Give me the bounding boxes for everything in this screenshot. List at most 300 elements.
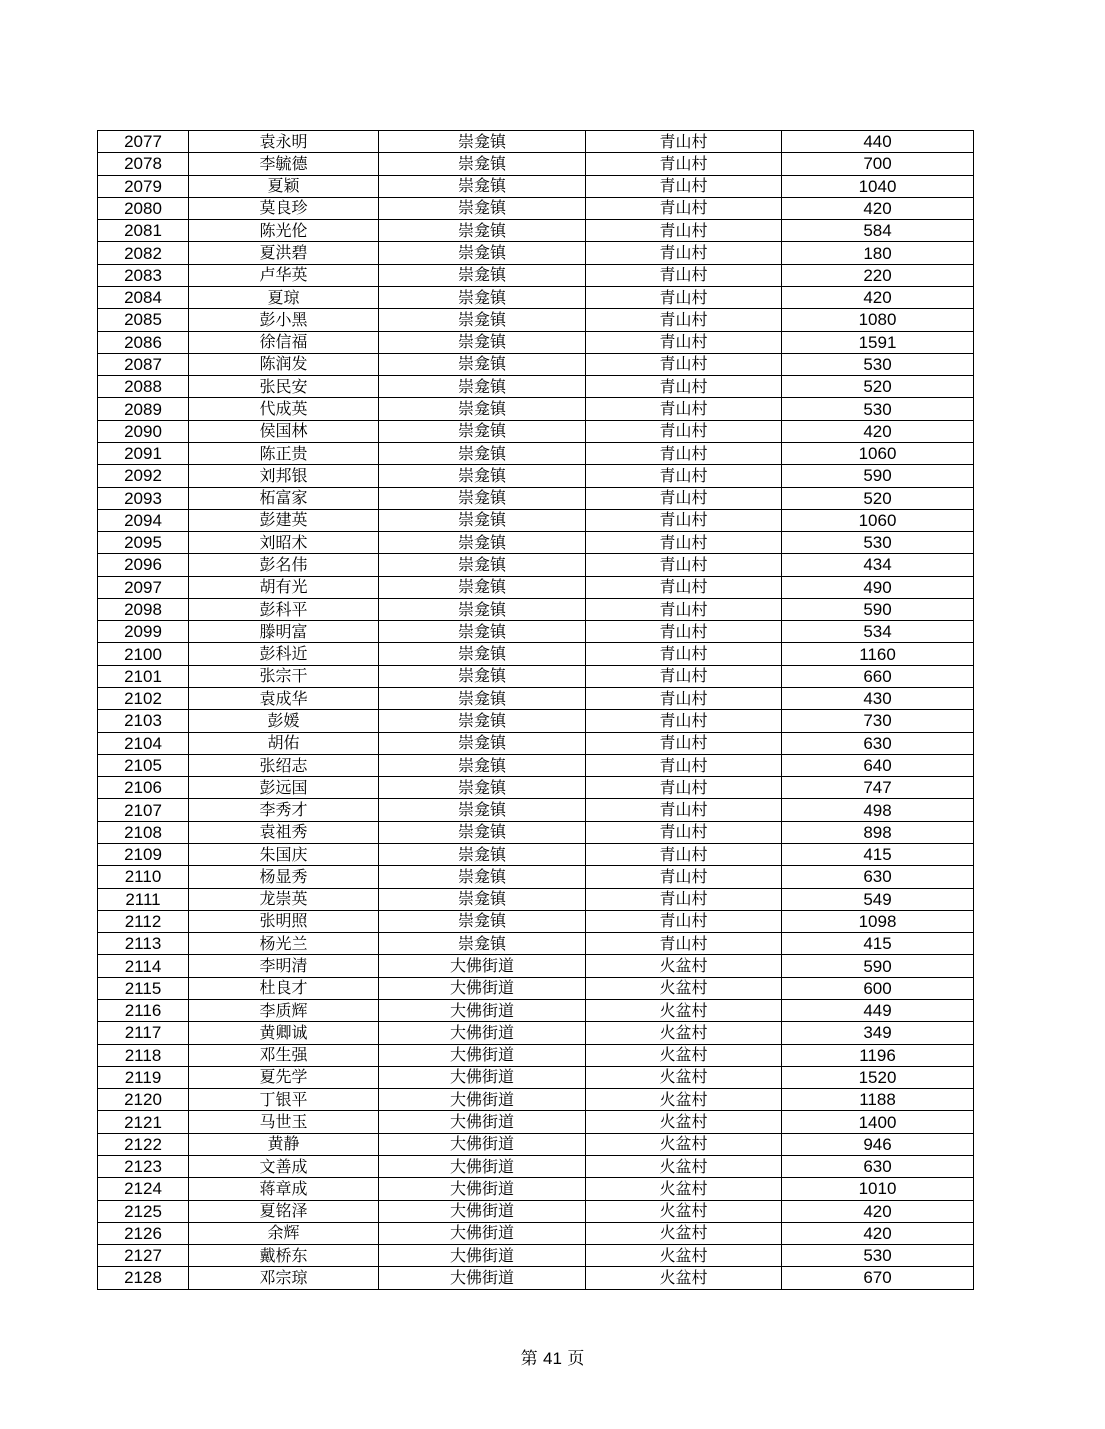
person-name-cell: 丁银平 xyxy=(189,1089,379,1111)
town-name-cell: 崇龛镇 xyxy=(379,799,586,821)
table-row xyxy=(98,309,974,331)
table-row xyxy=(98,131,974,153)
table-row xyxy=(98,442,974,464)
town-name-cell: 崇龛镇 xyxy=(379,866,586,888)
person-name-cell: 夏颖 xyxy=(189,175,379,197)
table-row xyxy=(98,821,974,843)
table-row xyxy=(98,710,974,732)
town-name-cell: 大佛街道 xyxy=(379,1044,586,1066)
amount-value-cell: 1040 xyxy=(782,175,974,197)
table-row xyxy=(98,264,974,286)
town-name-cell: 大佛街道 xyxy=(379,1066,586,1088)
row-number-cell: 2119 xyxy=(98,1066,189,1088)
amount-value-cell: 898 xyxy=(782,821,974,843)
town-name-cell: 崇龛镇 xyxy=(379,353,586,375)
amount-value-cell: 520 xyxy=(782,376,974,398)
town-name-cell: 崇龛镇 xyxy=(379,532,586,554)
town-name-cell: 崇龛镇 xyxy=(379,465,586,487)
town-name-cell: 崇龛镇 xyxy=(379,576,586,598)
table-row xyxy=(98,910,974,932)
table-row xyxy=(98,888,974,910)
amount-value-cell: 490 xyxy=(782,576,974,598)
table-row xyxy=(98,153,974,175)
row-number-cell: 2122 xyxy=(98,1133,189,1155)
town-name-cell: 大佛街道 xyxy=(379,1155,586,1177)
table-row xyxy=(98,532,974,554)
town-name-cell: 崇龛镇 xyxy=(379,175,586,197)
person-name-cell: 彭媛 xyxy=(189,710,379,732)
town-name-cell: 崇龛镇 xyxy=(379,621,586,643)
person-name-cell: 张宗干 xyxy=(189,665,379,687)
village-name-cell: 青山村 xyxy=(586,175,782,197)
row-number-cell: 2101 xyxy=(98,665,189,687)
town-name-cell: 崇龛镇 xyxy=(379,487,586,509)
village-name-cell: 青山村 xyxy=(586,197,782,219)
row-number-cell: 2082 xyxy=(98,242,189,264)
row-number-cell: 2121 xyxy=(98,1111,189,1133)
amount-value-cell: 1080 xyxy=(782,309,974,331)
amount-value-cell: 1591 xyxy=(782,331,974,353)
person-name-cell: 朱国庆 xyxy=(189,844,379,866)
person-name-cell: 夏铭泽 xyxy=(189,1200,379,1222)
table-row xyxy=(98,509,974,531)
village-name-cell: 青山村 xyxy=(586,376,782,398)
table-row xyxy=(98,688,974,710)
row-number-cell: 2093 xyxy=(98,487,189,509)
village-name-cell: 青山村 xyxy=(586,844,782,866)
page-footer xyxy=(0,1344,1105,1369)
row-number-cell: 2090 xyxy=(98,420,189,442)
table-row xyxy=(98,420,974,442)
row-number-cell: 2081 xyxy=(98,220,189,242)
person-name-cell: 杜良才 xyxy=(189,977,379,999)
town-name-cell: 崇龛镇 xyxy=(379,131,586,153)
table-row xyxy=(98,1178,974,1200)
table-row xyxy=(98,353,974,375)
amount-value-cell: 590 xyxy=(782,955,974,977)
person-name-cell: 陈光伦 xyxy=(189,220,379,242)
town-name-cell: 崇龛镇 xyxy=(379,844,586,866)
village-name-cell: 青山村 xyxy=(586,264,782,286)
table-row xyxy=(98,576,974,598)
town-name-cell: 崇龛镇 xyxy=(379,598,586,620)
person-name-cell: 彭名伟 xyxy=(189,554,379,576)
town-name-cell: 大佛街道 xyxy=(379,1222,586,1244)
row-number-cell: 2096 xyxy=(98,554,189,576)
table-row xyxy=(98,1222,974,1244)
table-row xyxy=(98,977,974,999)
amount-value-cell: 1520 xyxy=(782,1066,974,1088)
village-name-cell: 火盆村 xyxy=(586,1044,782,1066)
table-row xyxy=(98,554,974,576)
town-name-cell: 崇龛镇 xyxy=(379,376,586,398)
table-row xyxy=(98,866,974,888)
row-number-cell: 2106 xyxy=(98,777,189,799)
person-name-cell: 夏洪碧 xyxy=(189,242,379,264)
amount-value-cell: 534 xyxy=(782,621,974,643)
amount-value-cell: 1098 xyxy=(782,910,974,932)
village-name-cell: 青山村 xyxy=(586,509,782,531)
town-name-cell: 崇龛镇 xyxy=(379,420,586,442)
person-name-cell: 张民安 xyxy=(189,376,379,398)
person-name-cell: 黄卿诚 xyxy=(189,1022,379,1044)
village-name-cell: 青山村 xyxy=(586,576,782,598)
table-row xyxy=(98,1155,974,1177)
village-name-cell: 青山村 xyxy=(586,799,782,821)
village-name-cell: 青山村 xyxy=(586,688,782,710)
person-name-cell: 夏琼 xyxy=(189,286,379,308)
town-name-cell: 崇龛镇 xyxy=(379,910,586,932)
amount-value-cell: 440 xyxy=(782,131,974,153)
person-name-cell: 袁成华 xyxy=(189,688,379,710)
table-row xyxy=(98,487,974,509)
person-name-cell: 刘邦银 xyxy=(189,465,379,487)
table-row xyxy=(98,331,974,353)
person-name-cell: 邓生强 xyxy=(189,1044,379,1066)
table-row xyxy=(98,1200,974,1222)
village-name-cell: 火盆村 xyxy=(586,1155,782,1177)
amount-value-cell: 1010 xyxy=(782,1178,974,1200)
person-name-cell: 莫良珍 xyxy=(189,197,379,219)
person-name-cell: 彭远国 xyxy=(189,777,379,799)
row-number-cell: 2092 xyxy=(98,465,189,487)
row-number-cell: 2087 xyxy=(98,353,189,375)
amount-value-cell: 530 xyxy=(782,532,974,554)
person-name-cell: 滕明富 xyxy=(189,621,379,643)
table-row xyxy=(98,799,974,821)
amount-value-cell: 180 xyxy=(782,242,974,264)
row-number-cell: 2116 xyxy=(98,999,189,1021)
person-name-cell: 李质辉 xyxy=(189,999,379,1021)
village-name-cell: 青山村 xyxy=(586,777,782,799)
table-row xyxy=(98,1111,974,1133)
person-name-cell: 杨光兰 xyxy=(189,933,379,955)
town-name-cell: 崇龛镇 xyxy=(379,665,586,687)
page-number: 41 xyxy=(543,1349,562,1368)
person-name-cell: 蒋章成 xyxy=(189,1178,379,1200)
village-name-cell: 火盆村 xyxy=(586,1245,782,1267)
row-number-cell: 2114 xyxy=(98,955,189,977)
row-number-cell: 2099 xyxy=(98,621,189,643)
row-number-cell: 2094 xyxy=(98,509,189,531)
town-name-cell: 崇龛镇 xyxy=(379,732,586,754)
village-name-cell: 青山村 xyxy=(586,910,782,932)
amount-value-cell: 640 xyxy=(782,754,974,776)
town-name-cell: 崇龛镇 xyxy=(379,242,586,264)
village-name-cell: 青山村 xyxy=(586,309,782,331)
table-row xyxy=(98,1133,974,1155)
row-number-cell: 2083 xyxy=(98,264,189,286)
row-number-cell: 2085 xyxy=(98,309,189,331)
table-row xyxy=(98,1245,974,1267)
village-name-cell: 青山村 xyxy=(586,888,782,910)
village-name-cell: 火盆村 xyxy=(586,1111,782,1133)
amount-value-cell: 549 xyxy=(782,888,974,910)
amount-value-cell: 1196 xyxy=(782,1044,974,1066)
row-number-cell: 2108 xyxy=(98,821,189,843)
row-number-cell: 2088 xyxy=(98,376,189,398)
amount-value-cell: 590 xyxy=(782,465,974,487)
amount-value-cell: 420 xyxy=(782,286,974,308)
town-name-cell: 崇龛镇 xyxy=(379,933,586,955)
table-row xyxy=(98,665,974,687)
table-row xyxy=(98,844,974,866)
town-name-cell: 大佛街道 xyxy=(379,1111,586,1133)
amount-value-cell: 415 xyxy=(782,844,974,866)
row-number-cell: 2098 xyxy=(98,598,189,620)
page-suffix: 页 xyxy=(567,1349,585,1369)
village-name-cell: 青山村 xyxy=(586,242,782,264)
table-row xyxy=(98,197,974,219)
amount-value-cell: 590 xyxy=(782,598,974,620)
village-name-cell: 青山村 xyxy=(586,933,782,955)
person-name-cell: 戴桥东 xyxy=(189,1245,379,1267)
row-number-cell: 2123 xyxy=(98,1155,189,1177)
town-name-cell: 崇龛镇 xyxy=(379,688,586,710)
person-name-cell: 彭小黑 xyxy=(189,309,379,331)
village-name-cell: 火盆村 xyxy=(586,1178,782,1200)
town-name-cell: 大佛街道 xyxy=(379,1133,586,1155)
row-number-cell: 2097 xyxy=(98,576,189,598)
person-name-cell: 龙崇英 xyxy=(189,888,379,910)
amount-value-cell: 220 xyxy=(782,264,974,286)
row-number-cell: 2095 xyxy=(98,532,189,554)
amount-value-cell: 420 xyxy=(782,420,974,442)
village-name-cell: 火盆村 xyxy=(586,1267,782,1289)
table-body xyxy=(98,131,974,1290)
row-number-cell: 2109 xyxy=(98,844,189,866)
row-number-cell: 2112 xyxy=(98,910,189,932)
table-row xyxy=(98,1267,974,1289)
amount-value-cell: 670 xyxy=(782,1267,974,1289)
village-name-cell: 火盆村 xyxy=(586,1089,782,1111)
table-row xyxy=(98,933,974,955)
person-name-cell: 陈正贵 xyxy=(189,442,379,464)
data-table xyxy=(97,130,974,1290)
village-name-cell: 青山村 xyxy=(586,153,782,175)
table-row xyxy=(98,1066,974,1088)
amount-value-cell: 415 xyxy=(782,933,974,955)
town-name-cell: 崇龛镇 xyxy=(379,264,586,286)
town-name-cell: 大佛街道 xyxy=(379,999,586,1021)
table-row xyxy=(98,175,974,197)
town-name-cell: 大佛街道 xyxy=(379,1089,586,1111)
table-row xyxy=(98,621,974,643)
row-number-cell: 2118 xyxy=(98,1044,189,1066)
table-row xyxy=(98,242,974,264)
village-name-cell: 青山村 xyxy=(586,821,782,843)
page-prefix: 第 xyxy=(520,1349,538,1369)
village-name-cell: 青山村 xyxy=(586,420,782,442)
amount-value-cell: 420 xyxy=(782,1200,974,1222)
town-name-cell: 崇龛镇 xyxy=(379,888,586,910)
table-row xyxy=(98,777,974,799)
town-name-cell: 崇龛镇 xyxy=(379,197,586,219)
amount-value-cell: 430 xyxy=(782,688,974,710)
table-row xyxy=(98,754,974,776)
person-name-cell: 袁永明 xyxy=(189,131,379,153)
amount-value-cell: 434 xyxy=(782,554,974,576)
amount-value-cell: 630 xyxy=(782,1155,974,1177)
town-name-cell: 崇龛镇 xyxy=(379,554,586,576)
person-name-cell: 李毓德 xyxy=(189,153,379,175)
table-row xyxy=(98,1022,974,1044)
village-name-cell: 青山村 xyxy=(586,331,782,353)
row-number-cell: 2117 xyxy=(98,1022,189,1044)
village-name-cell: 青山村 xyxy=(586,442,782,464)
row-number-cell: 2110 xyxy=(98,866,189,888)
village-name-cell: 青山村 xyxy=(586,643,782,665)
village-name-cell: 青山村 xyxy=(586,710,782,732)
village-name-cell: 青山村 xyxy=(586,866,782,888)
row-number-cell: 2127 xyxy=(98,1245,189,1267)
table-row xyxy=(98,999,974,1021)
person-name-cell: 彭科平 xyxy=(189,598,379,620)
town-name-cell: 崇龛镇 xyxy=(379,331,586,353)
village-name-cell: 火盆村 xyxy=(586,1133,782,1155)
village-name-cell: 青山村 xyxy=(586,286,782,308)
amount-value-cell: 730 xyxy=(782,710,974,732)
row-number-cell: 2126 xyxy=(98,1222,189,1244)
town-name-cell: 大佛街道 xyxy=(379,1245,586,1267)
person-name-cell: 徐信福 xyxy=(189,331,379,353)
table-row xyxy=(98,1089,974,1111)
town-name-cell: 崇龛镇 xyxy=(379,220,586,242)
row-number-cell: 2078 xyxy=(98,153,189,175)
row-number-cell: 2115 xyxy=(98,977,189,999)
person-name-cell: 余辉 xyxy=(189,1222,379,1244)
town-name-cell: 大佛街道 xyxy=(379,1267,586,1289)
town-name-cell: 大佛街道 xyxy=(379,977,586,999)
amount-value-cell: 660 xyxy=(782,665,974,687)
person-name-cell: 代成英 xyxy=(189,398,379,420)
village-name-cell: 火盆村 xyxy=(586,1222,782,1244)
row-number-cell: 2102 xyxy=(98,688,189,710)
table-row xyxy=(98,1044,974,1066)
village-name-cell: 火盆村 xyxy=(586,999,782,1021)
row-number-cell: 2107 xyxy=(98,799,189,821)
town-name-cell: 大佛街道 xyxy=(379,955,586,977)
person-name-cell: 张绍志 xyxy=(189,754,379,776)
town-name-cell: 崇龛镇 xyxy=(379,286,586,308)
village-name-cell: 青山村 xyxy=(586,131,782,153)
amount-value-cell: 498 xyxy=(782,799,974,821)
amount-value-cell: 530 xyxy=(782,398,974,420)
town-name-cell: 崇龛镇 xyxy=(379,153,586,175)
amount-value-cell: 700 xyxy=(782,153,974,175)
town-name-cell: 崇龛镇 xyxy=(379,777,586,799)
person-name-cell: 陈润发 xyxy=(189,353,379,375)
town-name-cell: 大佛街道 xyxy=(379,1200,586,1222)
person-name-cell: 李秀才 xyxy=(189,799,379,821)
village-name-cell: 青山村 xyxy=(586,554,782,576)
row-number-cell: 2086 xyxy=(98,331,189,353)
person-name-cell: 文善成 xyxy=(189,1155,379,1177)
village-name-cell: 青山村 xyxy=(586,754,782,776)
row-number-cell: 2080 xyxy=(98,197,189,219)
town-name-cell: 崇龛镇 xyxy=(379,643,586,665)
village-name-cell: 青山村 xyxy=(586,487,782,509)
amount-value-cell: 420 xyxy=(782,1222,974,1244)
person-name-cell: 卢华英 xyxy=(189,264,379,286)
town-name-cell: 崇龛镇 xyxy=(379,398,586,420)
person-name-cell: 侯国林 xyxy=(189,420,379,442)
table-row xyxy=(98,220,974,242)
village-name-cell: 火盆村 xyxy=(586,1200,782,1222)
table-row xyxy=(98,376,974,398)
village-name-cell: 青山村 xyxy=(586,598,782,620)
person-name-cell: 邓宗琼 xyxy=(189,1267,379,1289)
amount-value-cell: 584 xyxy=(782,220,974,242)
table-row xyxy=(98,465,974,487)
village-name-cell: 青山村 xyxy=(586,621,782,643)
row-number-cell: 2084 xyxy=(98,286,189,308)
person-name-cell: 杨显秀 xyxy=(189,866,379,888)
amount-value-cell: 449 xyxy=(782,999,974,1021)
town-name-cell: 大佛街道 xyxy=(379,1022,586,1044)
town-name-cell: 崇龛镇 xyxy=(379,509,586,531)
person-name-cell: 袁祖秀 xyxy=(189,821,379,843)
person-name-cell: 黄静 xyxy=(189,1133,379,1155)
town-name-cell: 崇龛镇 xyxy=(379,821,586,843)
row-number-cell: 2077 xyxy=(98,131,189,153)
person-name-cell: 刘昭术 xyxy=(189,532,379,554)
amount-value-cell: 1060 xyxy=(782,442,974,464)
amount-value-cell: 630 xyxy=(782,866,974,888)
village-name-cell: 火盆村 xyxy=(586,1066,782,1088)
person-name-cell: 夏先学 xyxy=(189,1066,379,1088)
row-number-cell: 2111 xyxy=(98,888,189,910)
village-name-cell: 青山村 xyxy=(586,532,782,554)
row-number-cell: 2103 xyxy=(98,710,189,732)
row-number-cell: 2104 xyxy=(98,732,189,754)
amount-value-cell: 630 xyxy=(782,732,974,754)
village-name-cell: 青山村 xyxy=(586,465,782,487)
town-name-cell: 崇龛镇 xyxy=(379,442,586,464)
village-name-cell: 火盆村 xyxy=(586,955,782,977)
row-number-cell: 2120 xyxy=(98,1089,189,1111)
amount-value-cell: 747 xyxy=(782,777,974,799)
table-row xyxy=(98,732,974,754)
table-row xyxy=(98,955,974,977)
amount-value-cell: 1160 xyxy=(782,643,974,665)
table-row xyxy=(98,286,974,308)
row-number-cell: 2124 xyxy=(98,1178,189,1200)
amount-value-cell: 600 xyxy=(782,977,974,999)
town-name-cell: 大佛街道 xyxy=(379,1178,586,1200)
row-number-cell: 2100 xyxy=(98,643,189,665)
town-name-cell: 崇龛镇 xyxy=(379,309,586,331)
person-name-cell: 李明清 xyxy=(189,955,379,977)
amount-value-cell: 520 xyxy=(782,487,974,509)
town-name-cell: 崇龛镇 xyxy=(379,710,586,732)
town-name-cell: 崇龛镇 xyxy=(379,754,586,776)
amount-value-cell: 1400 xyxy=(782,1111,974,1133)
person-name-cell: 胡有光 xyxy=(189,576,379,598)
row-number-cell: 2091 xyxy=(98,442,189,464)
village-name-cell: 火盆村 xyxy=(586,977,782,999)
person-name-cell: 彭建英 xyxy=(189,509,379,531)
table-row xyxy=(98,643,974,665)
person-name-cell: 彭科近 xyxy=(189,643,379,665)
amount-value-cell: 349 xyxy=(782,1022,974,1044)
row-number-cell: 2113 xyxy=(98,933,189,955)
amount-value-cell: 946 xyxy=(782,1133,974,1155)
village-name-cell: 青山村 xyxy=(586,398,782,420)
village-name-cell: 青山村 xyxy=(586,732,782,754)
person-name-cell: 柘富家 xyxy=(189,487,379,509)
row-number-cell: 2128 xyxy=(98,1267,189,1289)
